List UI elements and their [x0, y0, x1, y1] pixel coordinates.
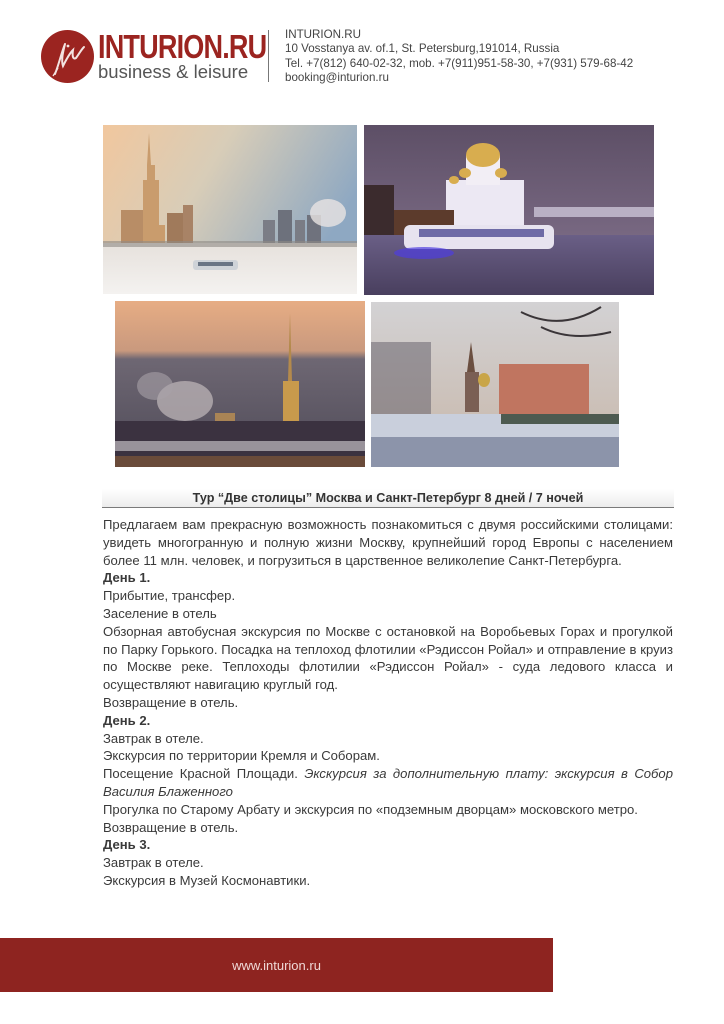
photo-savior-on-blood-winter [371, 302, 619, 467]
brand-tagline: business & leisure [98, 61, 249, 82]
day-1-line: Возвращение в отель. [103, 694, 239, 710]
day-2-line: Завтрак в отеле. [103, 730, 204, 746]
company-name: INTURION.RU [285, 28, 361, 41]
day-2-line: Экскурсия по территории Кремля и Соборам. [103, 748, 380, 764]
day-3-line: Экскурсия в Музей Космонавтики. [103, 872, 311, 888]
photo-st-petersburg-sunset [115, 301, 365, 467]
contact-block [285, 28, 633, 86]
red-square-text: Посещение Красной Площади. [103, 766, 298, 782]
logo-circle [41, 30, 94, 83]
photo-cathedral-night [364, 125, 654, 295]
header-divider [268, 30, 269, 82]
day-2-line: Прогулка по Старому Арбату и экскурсия по «подземным дворцам» московского метро. [103, 801, 638, 817]
brand-name: INTURION.RU [98, 28, 267, 65]
tour-title: Тур “Две столицы” Москва и Санкт-Петербург 8 дней / 7 ночей [102, 489, 674, 508]
itinerary [103, 516, 673, 890]
optional-excursion: Экскурсия за дополнительную плату: экскурсия в Собор Василия Блаженного [103, 766, 673, 799]
day-3-line: Завтрак в отеле. [103, 855, 204, 871]
day-2-heading: День 2. [103, 712, 151, 728]
phone-numbers: Tel. +7(812) 640-02-32, mob. +7(911)951-58-30, +7(931) 579-68-42 [285, 56, 634, 70]
script-signature-icon [41, 30, 94, 83]
day-2-line: Возвращение в отель. [103, 819, 239, 835]
day-1-heading: День 1. [103, 570, 151, 586]
email-link[interactable]: booking@inturion.ru [285, 71, 389, 85]
footer-website-link[interactable]: www.inturion.ru [232, 958, 321, 973]
address: 10 Vosstanya av. of.1, St. Petersburg,191014, Russia [285, 42, 560, 56]
day-1-line: Прибытие, трансфер. [103, 588, 236, 604]
day-1-line: Обзорная автобусная экскурсия по Москве с остановкой на Воробьевых Горах и прогулкой по Парку Горького. Посадка на теплоход флотилии «Рэдиссон Ройал» и отправление в круиз по Москве реке. Теплоходы флотилии «Рэдиссон Ройал» - суда ледового класса и осуществляют навигацию круглый год. [103, 623, 673, 693]
photo-moscow-winter-skyline [103, 125, 357, 294]
day-3-heading: День 3. [103, 837, 151, 853]
day-2-red-square [103, 765, 673, 801]
day-1-line: Заселение в отель [103, 605, 217, 621]
intro-paragraph: Предлагаем вам прекрасную возможность познакомиться с двумя российскими столицами: увидеть многогранную и полную жизни Москву, крупнейший город Европы с населением более 11 млн. человек, и погрузиться в царственное великолепие Санкт-Петербурга. [103, 517, 673, 568]
